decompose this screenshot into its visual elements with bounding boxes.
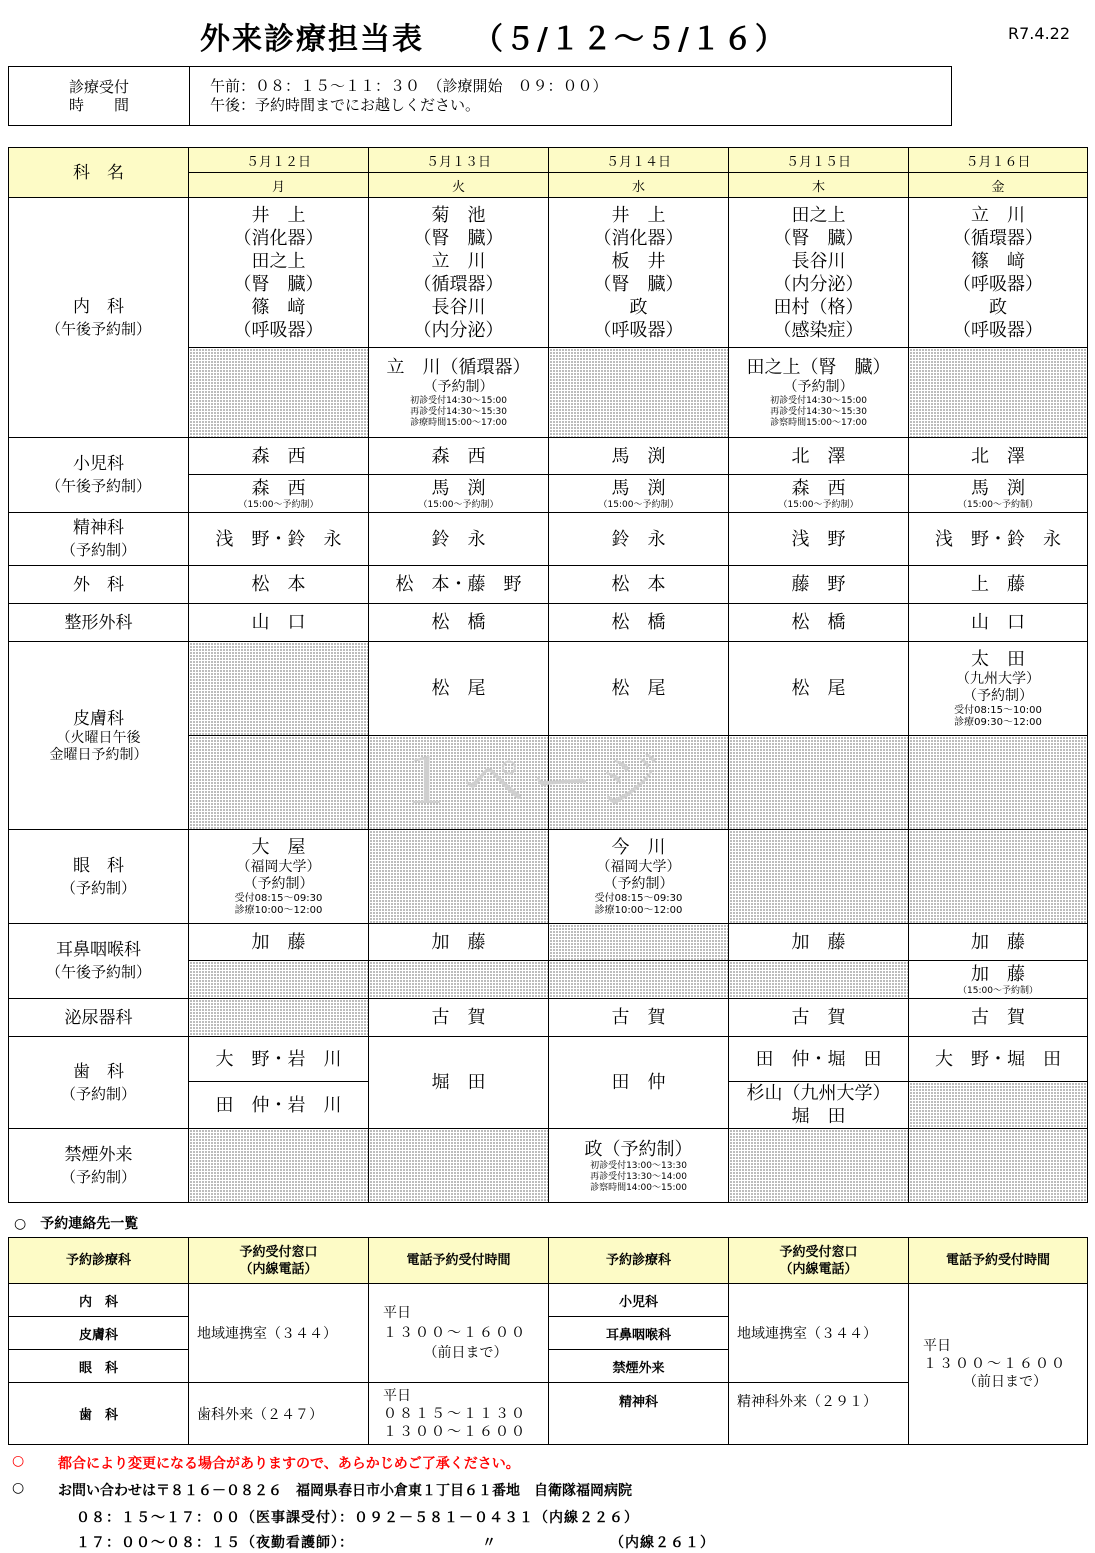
schedule-cell: 田 仲 [549,1037,729,1129]
day-header: 火 [369,173,549,198]
schedule-cell: 森 西 [369,438,549,475]
shaded-cell [909,830,1088,924]
schedule-cell: 大 野・堀 田 [909,1037,1088,1082]
schedule-cell: 松 尾 [549,642,729,736]
schedule-cell: 松 本 [549,566,729,604]
shaded-cell [909,1082,1088,1129]
schedule-cell: 加 藤 [189,924,369,961]
schedule-cell: 松 本 [189,566,369,604]
contact-time: 平日 １３００～１６００ （前日まで） [369,1284,549,1383]
shaded-cell [909,736,1088,830]
dept-psychiatry: 精神科 （予約制） [9,513,189,566]
dept-ophthalmology: 眼 科 （予約制） [9,830,189,924]
dept-header: 科 名 [9,148,189,198]
shaded-cell [189,736,369,830]
schedule-cell: 田之上 （腎 臓） 長谷川 （内分泌） 田村（格） （感染症） [729,198,909,348]
schedule-cell: 北 澤 [909,438,1088,475]
schedule-cell: 森 西 （15:00～予約制） [729,475,909,513]
dept-internal-medicine: 内 科 （午後予約制） [9,198,189,438]
contact-table [8,1237,1088,1445]
dept-surgery: 外 科 [9,566,189,604]
schedule-cell: 上 藤 [909,566,1088,604]
ditto-mark: 〃 [482,1535,496,1551]
schedule-cell: 太 田 （九州大学） （予約制） 受付08:15～10:00 診療09:30～12:00 [909,642,1088,736]
contact-dept: 精神科 [549,1383,729,1445]
dept-dentistry: 歯 科 （予約制） [9,1037,189,1129]
shaded-cell [549,961,729,999]
reception-hours-values [190,67,608,125]
day-header: 水 [549,173,729,198]
date-header: ５月１６日 [909,148,1088,173]
hours-am: 午前：０８：１５～１１：３０ （診療開始 ０９：００） [210,77,608,95]
schedule-cell: 浅 野・鈴 永 [909,513,1088,566]
schedule-cell: 森 西 （15:00～予約制） [189,475,369,513]
date-header: ５月１４日 [549,148,729,173]
phone-day: ０８：１５～１７：００（医事課受付）：０９２－５８１－０４３１（内線２２６） [76,1510,639,1526]
shaded-cell [729,830,909,924]
warning-text: 都合により変更になる場合がありますので、あらかじめご了承ください。 [58,1456,520,1472]
schedule-cell: 立 川 （循環器） 篠 﨑 （呼吸器） 政 （呼吸器） [909,198,1088,348]
shaded-cell [369,830,549,924]
schedule-cell: 加 藤 [729,924,909,961]
contact-window: 地域連携室（３４４） [729,1284,909,1383]
contact-time: 平日 １３００～１６００ （前日まで） [909,1284,1088,1445]
hours-label-1: 診療受付 [68,78,129,96]
day-header: 木 [729,173,909,198]
schedule-cell: 大 屋 （福岡大学） （予約制） 受付08:15～09:30 診療10:00～12:00 [189,830,369,924]
schedule-cell: 鈴 永 [549,513,729,566]
contact-dept: 禁煙外来 [549,1350,729,1383]
schedule-cell: 古 賀 [549,999,729,1037]
dept-orthopedics: 整形外科 [9,604,189,642]
dept-dermatology: 皮膚科 （火曜日午後 金曜日予約制） [9,642,189,830]
phone-night-ext: （内線２６１） [610,1535,715,1551]
schedule-cell: 馬 渕 （15:00～予約制） [549,475,729,513]
contact-window: 歯科外来（２４７） [189,1383,369,1445]
schedule-cell: 馬 渕 （15:00～予約制） [909,475,1088,513]
dept-pediatrics: 小児科 （午後予約制） [9,438,189,513]
shaded-cell [729,736,909,830]
shaded-cell [729,961,909,999]
schedule-cell: 古 賀 [909,999,1088,1037]
schedule-cell: 田 仲・堀 田 [729,1037,909,1082]
schedule-cell: 田 仲・岩 川 [189,1082,369,1129]
schedule-cell: 大 野・岩 川 [189,1037,369,1082]
warn-mark: ○ [12,1453,25,1469]
shaded-cell [189,999,369,1037]
contact-dept: 眼 科 [9,1350,189,1383]
reception-hours-label [9,67,190,125]
contact-header: 予約診療科 [9,1238,189,1284]
contact-dept: 小児科 [549,1284,729,1317]
schedule-cell: 馬 渕 [549,438,729,475]
day-header: 月 [189,173,369,198]
shaded-cell [909,1129,1088,1203]
schedule-cell: 政（予約制） 初診受付13:00～13:30 再診受付13:30～14:00 診察時間14:00～15:00 [549,1129,729,1203]
contact-dept: 内 科 [9,1284,189,1317]
contact-address: お問い合わせは〒８１６－０８２６ 福岡県春日市小倉東１丁目６１番地 自衛隊福岡病院 [58,1483,632,1499]
dept-ent: 耳鼻咽喉科 （午後予約制） [9,924,189,999]
schedule-cell: 馬 渕 （15:00～予約制） [369,475,549,513]
schedule-cell: 山 口 [189,604,369,642]
shaded-cell [549,736,729,830]
contact-window: 地域連携室（３４４） [189,1284,369,1383]
hours-pm: 午後：予約時間までにお越しください。 [210,96,481,114]
addr-mark: ○ [12,1480,25,1496]
schedule-cell: 松 橋 [549,604,729,642]
schedule-cell: 立 川（循環器） （予約制） 初診受付14:30～15:00 再診受付14:30～15:30 診療時間15:00～17:00 [369,348,549,438]
schedule-cell: 森 西 [189,438,369,475]
reception-hours-box [8,66,952,126]
dept-smoking-cessation: 禁煙外来 （予約制） [9,1129,189,1203]
hours-label-2: 時 間 [68,96,129,114]
schedule-cell: 北 澤 [729,438,909,475]
schedule-cell: 藤 野 [729,566,909,604]
schedule-table [8,147,1088,1203]
shaded-cell [189,642,369,736]
shaded-cell [189,348,369,438]
schedule-cell: 松 尾 [729,642,909,736]
schedule-cell: 松 橋 [369,604,549,642]
date-header: ５月１２日 [189,148,369,173]
schedule-cell: 山 口 [909,604,1088,642]
page-watermark: １ページ [395,745,666,818]
schedule-cell: 浅 野 [729,513,909,566]
schedule-cell: 鈴 永 [369,513,549,566]
schedule-cell: 加 藤 [909,924,1088,961]
contact-time: 平日 ０８１５～１１３０ １３００～１６００ [369,1383,549,1445]
page-title: 外来診療担当表 （５/１２～５/１６） [200,22,787,57]
schedule-cell: 杉山（九州大学） 堀 田 [729,1082,909,1129]
day-header: 金 [909,173,1088,198]
schedule-cell: 加 藤 [369,924,549,961]
dept-urology: 泌尿器科 [9,999,189,1037]
revision-date: R7.4.22 [1008,24,1071,43]
schedule-cell: 堀 田 [369,1037,549,1129]
schedule-cell: 松 尾 [369,642,549,736]
contact-dept: 耳鼻咽喉科 [549,1317,729,1350]
contact-header: 予約診療科 [549,1238,729,1284]
contact-heading: ○ 予約連絡先一覧 [14,1216,139,1232]
schedule-cell: 浅 野・鈴 永 [189,513,369,566]
schedule-cell: 加 藤 （15:00～予約制） [909,961,1088,999]
shaded-cell [189,961,369,999]
schedule-cell: 井 上 （消化器） 田之上 （腎 臓） 篠 﨑 （呼吸器） [189,198,369,348]
contact-header: 電話予約受付時間 [369,1238,549,1284]
shaded-cell [369,736,549,830]
contact-window: 精神科外来（２９１） [729,1383,909,1445]
schedule-cell: 今 川 （福岡大学） （予約制） 受付08:15～09:30 診療10:00～12:00 [549,830,729,924]
schedule-cell: 松 橋 [729,604,909,642]
schedule-cell: 古 賀 [729,999,909,1037]
shaded-cell [549,924,729,961]
shaded-cell [369,961,549,999]
shaded-cell [909,348,1088,438]
date-header: ５月１３日 [369,148,549,173]
shaded-cell [729,1129,909,1203]
contact-dept: 皮膚科 [9,1317,189,1350]
schedule-cell: 菊 池 （腎 臓） 立 川 （循環器） 長谷川 （内分泌） [369,198,549,348]
shaded-cell [549,348,729,438]
shaded-cell [189,1129,369,1203]
contact-dept: 歯 科 [9,1383,189,1445]
phone-night: １７：００～０８：１５（夜勤看護師）： [76,1535,354,1551]
contact-header: 電話予約受付時間 [909,1238,1088,1284]
contact-header: 予約受付窓口 （内線電話） [729,1238,909,1284]
schedule-cell: 井 上 （消化器） 板 井 （腎 臓） 政 （呼吸器） [549,198,729,348]
schedule-cell: 田之上（腎 臓） （予約制） 初診受付14:30～15:00 再診受付14:30～15:30 診察時間15:00～17:00 [729,348,909,438]
contact-header: 予約受付窓口 （内線電話） [189,1238,369,1284]
date-header: ５月１５日 [729,148,909,173]
shaded-cell [369,1129,549,1203]
schedule-cell: 古 賀 [369,999,549,1037]
schedule-cell: 松 本・藤 野 [369,566,549,604]
